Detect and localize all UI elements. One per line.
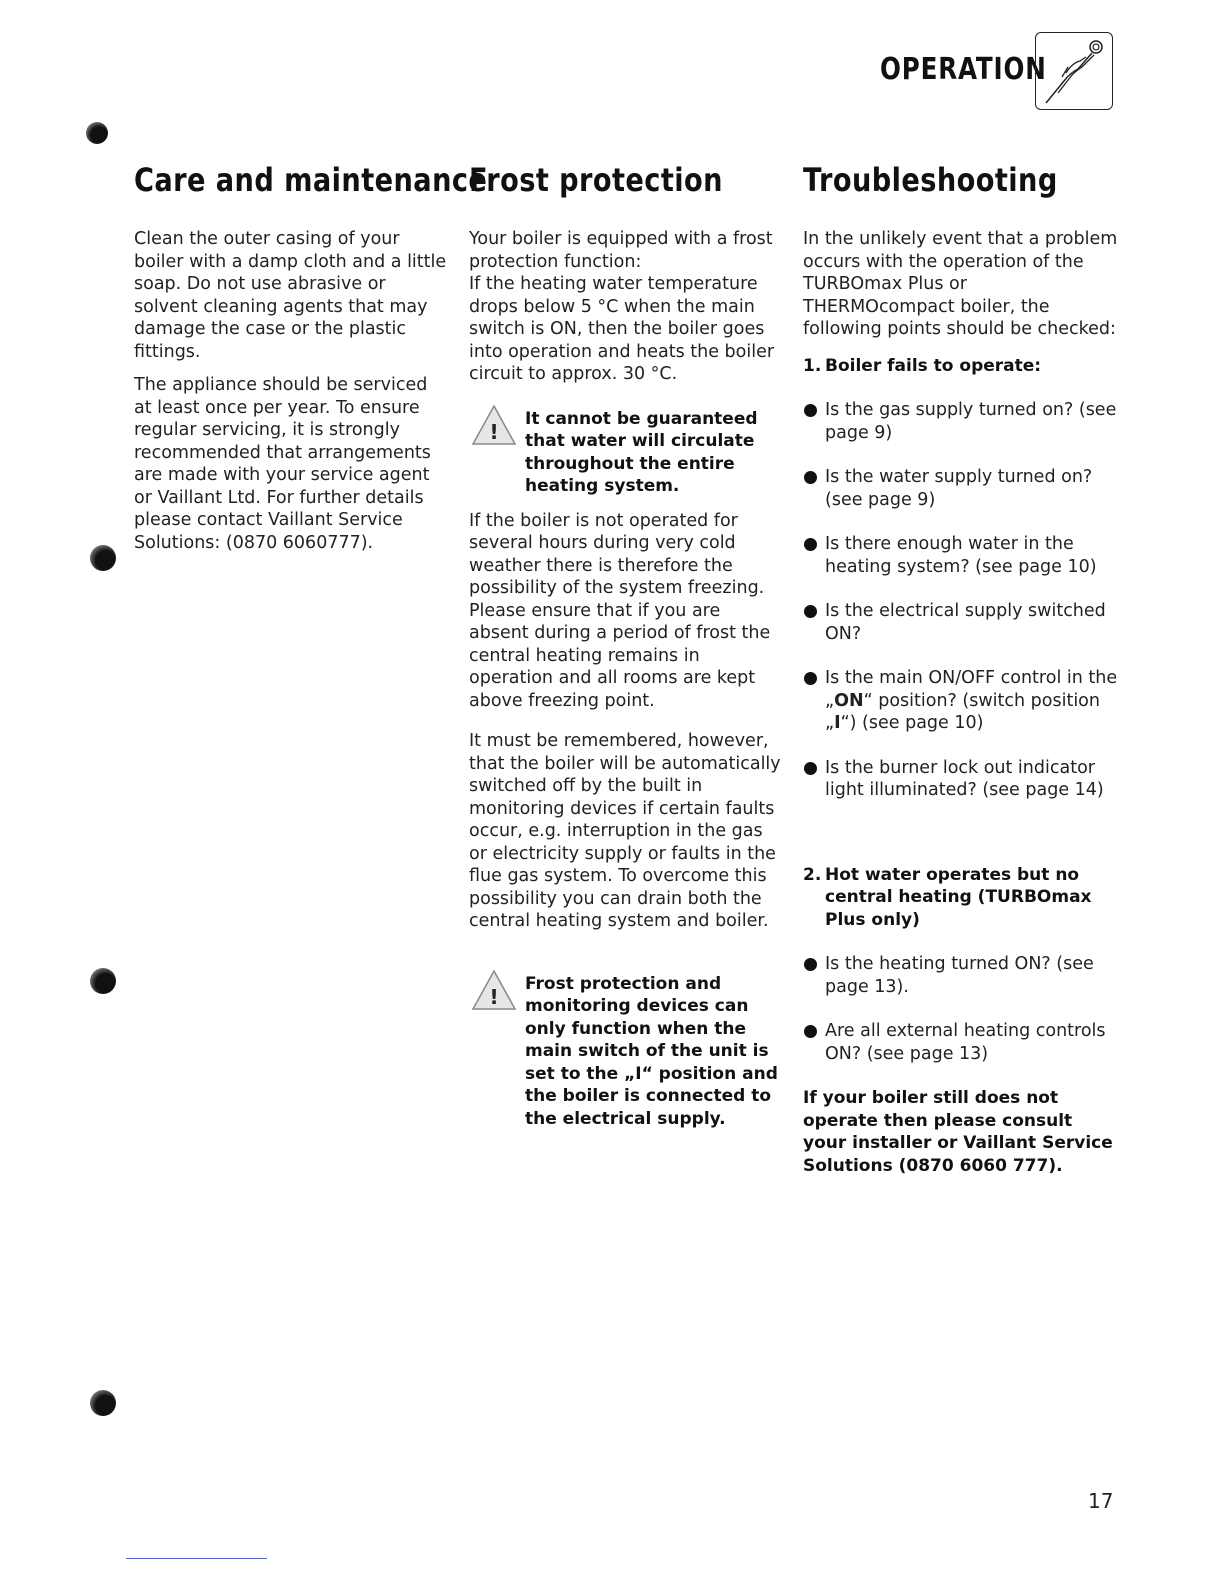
footer-rule	[126, 1558, 267, 1559]
list-item: Are all external heating controls ON? (see page 13)	[803, 1020, 1118, 1065]
troubleshooting-heading: Troubleshooting	[803, 161, 1058, 199]
care-paragraph-2: The appliance should be serviced at least once per year. To ensure regular servicing, it is strongly recommended that arrangements are made with your service agent or Vaillant Ltd. For further details please contact Vaillant Service Solutions: (0870 6060777).	[134, 375, 431, 553]
troubleshooting-section	[803, 160, 1118, 1177]
hand-pressing-button-icon	[1035, 32, 1113, 110]
section-2-title: Hot water operates but no central heating (TURBOmax Plus only)	[825, 864, 1092, 930]
onoff-text-post: “) (see page 10)	[840, 713, 984, 733]
warning-note-2	[469, 973, 784, 1131]
section-2-number: 2.	[803, 864, 822, 885]
care-heading: Care and maintenance	[134, 161, 488, 199]
onoff-text-pre: Is the main ON/OFF control in the „	[825, 668, 1118, 711]
binder-hole	[90, 545, 116, 571]
list-item: Is the burner lock out indicator light illuminated? (see page 14)	[803, 757, 1118, 802]
warning-text-1: It cannot be guaranteed that water will circulate throughout the entire heating system.	[525, 408, 758, 496]
section-1-title: Boiler fails to operate:	[825, 355, 1042, 376]
list-item-main-switch	[803, 667, 1118, 735]
binder-hole	[90, 968, 116, 994]
list-item: Is the electrical supply switched ON?	[803, 600, 1118, 645]
care-section	[134, 160, 488, 565]
onoff-text-mid: “ position? (switch position „	[825, 690, 1100, 733]
troubleshooting-intro: In the unlikely event that a problem occurs with the operation of the TURBOmax Plus or THERMOcompact boiler, the following points should be checked:	[803, 229, 1118, 339]
section-1-heading	[803, 355, 1118, 378]
warning-text-2: Frost protection and monitoring devices can only function when the main switch of the unit is set to the „I“ position and the boiler is connected to the electrical supply.	[525, 973, 778, 1129]
list-item: Is the gas supply turned on? (see page 9)	[803, 399, 1118, 444]
binder-hole	[86, 122, 108, 144]
contact-installer-note: If your boiler still does not operate then please consult your installer or Vaillant Service Solutions (0870 6060 777).	[803, 1088, 1113, 1176]
svg-text:!: !	[489, 419, 499, 444]
frost-paragraph-3: It must be remembered, however, that the boiler will be automatically switched off by the built in monitoring devices if certain faults occur, e.g. interruption in the gas or electricity supply or faults in the flue gas system. To overcome this possibility you can drain both the central heating system and boiler.	[469, 731, 781, 931]
list-item: Is the water supply turned on? (see page 9)	[803, 466, 1118, 511]
frost-heading: Frost protection	[469, 161, 723, 199]
section-1-number: 1.	[803, 355, 822, 376]
svg-text:!: !	[489, 984, 499, 1009]
list-item: Is the heating turned ON? (see page 13).	[803, 953, 1118, 998]
care-paragraph-1: Clean the outer casing of your boiler with a damp cloth and a little soap. Do not use abrasive or solvent cleaning agents that may damage the case or the plastic fittings.	[134, 229, 447, 362]
section-2-checklist	[803, 953, 1118, 1065]
onoff-text-on: ON	[834, 690, 864, 711]
list-item: Is there enough water in the heating system? (see page 10)	[803, 533, 1118, 578]
frost-detail: If the heating water temperature drops below 5 °C when the main switch is ON, then the boiler goes into operation and heats the boiler circuit to approx. 30 °C.	[469, 274, 775, 384]
onoff-text-i: I	[834, 713, 841, 733]
warning-triangle-icon	[469, 967, 525, 1017]
page-section-title: OPERATION	[880, 52, 1047, 87]
section-1-checklist	[803, 399, 1118, 802]
frost-paragraph-2: If the boiler is not operated for several hours during very cold weather there is therefore the possibility of the system freezing. Please ensure that if you are absent during a period of frost the central heating remains in operation and all rooms are kept above freezing point.	[469, 510, 771, 711]
frost-paragraph-1	[469, 228, 784, 386]
binder-hole	[90, 1390, 116, 1416]
frost-section	[469, 160, 784, 1142]
section-2-heading	[803, 864, 1118, 932]
warning-triangle-icon	[469, 402, 525, 452]
frost-intro: Your boiler is equipped with a frost protection function:	[469, 229, 773, 272]
page-number: 17	[1088, 1489, 1114, 1513]
warning-note-1	[469, 408, 784, 498]
